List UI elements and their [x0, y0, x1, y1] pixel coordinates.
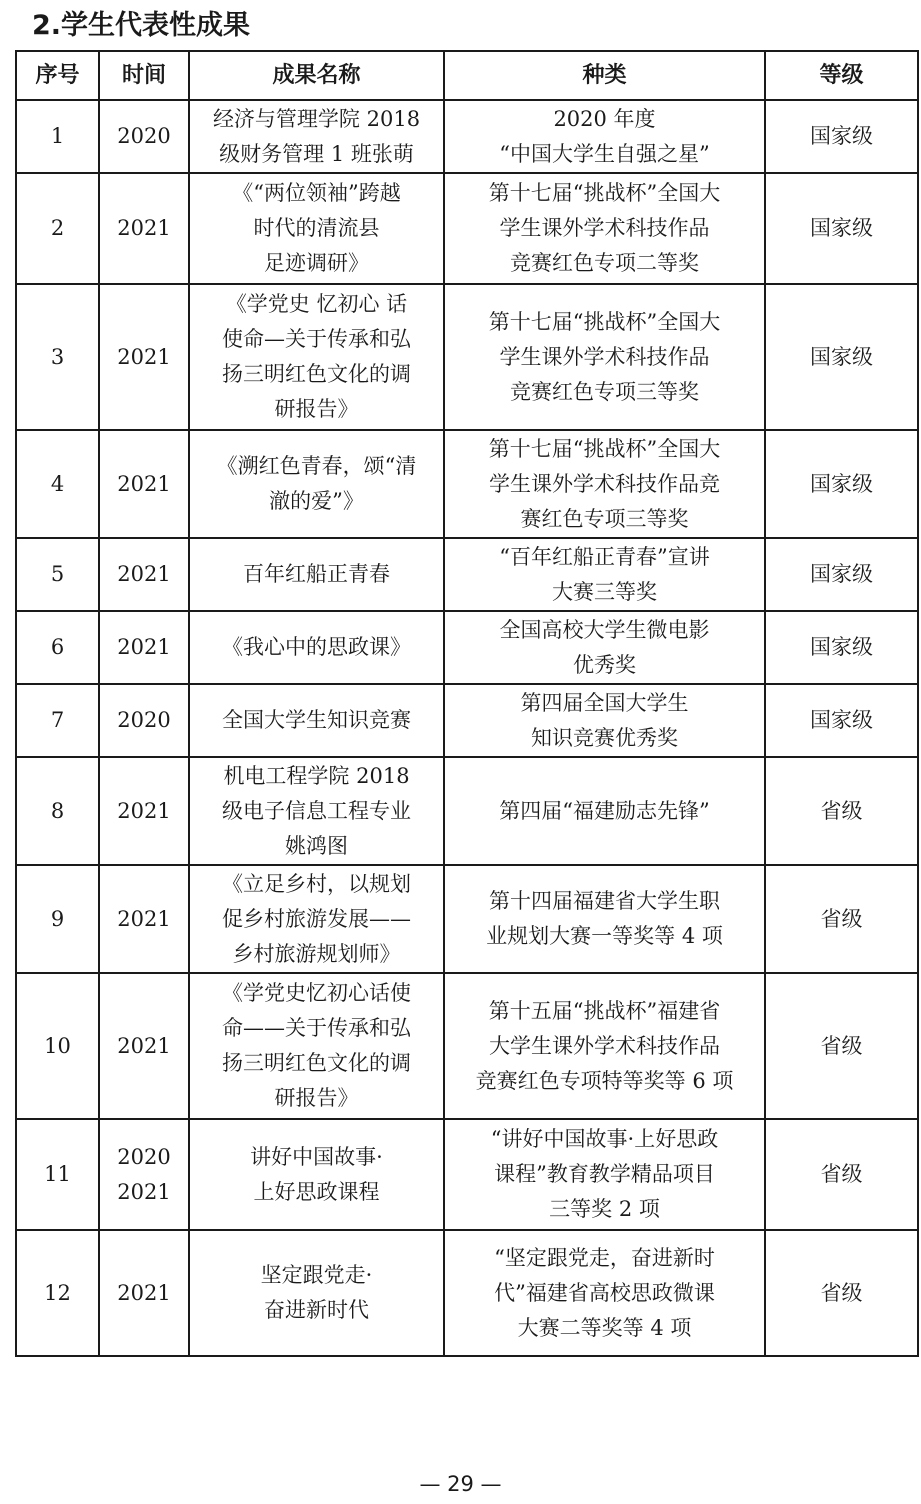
column-header-index: 序号 [16, 51, 99, 100]
cell-name [189, 538, 444, 611]
cell-time-line: 2021 [117, 471, 171, 496]
cell-type-line: 代”福建省高校思政微课 [494, 1280, 715, 1305]
cell-level: 国家级 [765, 611, 918, 684]
section-heading: 2.学生代表性成果 [32, 10, 251, 41]
cell-name-line: 《学党史 忆初心 话 [225, 292, 408, 316]
cell-type-line: 第十七届“挑战杯”全国大 [488, 181, 721, 205]
cell-time [99, 611, 189, 684]
cell-time [99, 430, 189, 538]
cell-time-line: 2021 [117, 635, 171, 659]
cell-type [444, 173, 765, 284]
cell-name-line: 全国大学生知识竞赛 [222, 708, 411, 732]
cell-index: 10 [16, 973, 99, 1119]
cell-type-line: 全国高校大学生微电影 [499, 617, 710, 642]
cell-type-line: 大赛三等奖 [552, 579, 657, 604]
table-row [16, 1119, 918, 1230]
cell-level: 国家级 [765, 430, 918, 538]
cell-time-line: 2021 [117, 344, 171, 369]
cell-name-line: 机电工程学院 2018 [223, 763, 410, 788]
cell-index: 1 [16, 100, 99, 173]
cell-name-line: 姚鸿图 [285, 833, 348, 858]
column-header-type: 种类 [444, 51, 765, 100]
cell-index: 7 [16, 684, 99, 757]
cell-type [444, 100, 765, 173]
cell-level: 省级 [765, 973, 918, 1119]
cell-name-line: 《学党史忆初心话使 [222, 981, 411, 1005]
cell-level: 国家级 [765, 284, 918, 430]
cell-level: 省级 [765, 1230, 918, 1356]
cell-time-line: 2021 [117, 216, 171, 240]
cell-type-line: 学生课外学术科技作品竞 [489, 471, 720, 496]
cell-level: 省级 [765, 757, 918, 865]
cell-name [189, 1230, 444, 1356]
cell-time-line: 2021 [117, 562, 171, 586]
cell-type-line: 优秀奖 [573, 652, 636, 677]
cell-name-line: 澈的爱”》 [269, 489, 364, 513]
cell-name [189, 684, 444, 757]
cell-type [444, 1119, 765, 1230]
cell-type [444, 757, 765, 865]
cell-time-line: 2021 [117, 1033, 171, 1058]
cell-name-line: 研报告》 [274, 397, 359, 421]
cell-name [189, 173, 444, 284]
column-header-level: 等级 [765, 51, 918, 100]
cell-type-line: “坚定跟党走，奋进新时 [494, 1245, 715, 1270]
cell-name-line: 经济与管理学院 2018 [212, 106, 421, 131]
cell-type-line: 2020 年度 [553, 106, 656, 131]
cell-level: 国家级 [765, 100, 918, 173]
cell-name-line: 级电子信息工程专业 [222, 798, 411, 823]
cell-name-line: 坚定跟党走· [260, 1263, 373, 1287]
cell-name-line: 百年红船正青春 [243, 562, 390, 586]
cell-name-line: 《我心中的思政课》 [222, 635, 411, 659]
cell-type-line: 第十七届“挑战杯”全国大 [488, 436, 721, 461]
cell-name [189, 757, 444, 865]
table-row [16, 538, 918, 611]
table-row [16, 865, 918, 973]
cell-time-line: 2021 [117, 1179, 171, 1204]
cell-type-line: 第十七届“挑战杯”全国大 [488, 309, 721, 334]
cell-type-line: 业规划大赛一等奖等 4 项 [486, 924, 723, 948]
cell-index: 6 [16, 611, 99, 684]
cell-name [189, 284, 444, 430]
cell-type-line: 学生课外学术科技作品 [499, 216, 710, 240]
cell-type [444, 684, 765, 757]
cell-index: 2 [16, 173, 99, 284]
cell-index: 4 [16, 430, 99, 538]
column-header-time: 时间 [99, 51, 189, 100]
cell-name [189, 1119, 444, 1230]
cell-name-line: 时代的清流县 [253, 216, 380, 240]
cell-type [444, 284, 765, 430]
cell-time [99, 1230, 189, 1356]
cell-type-line: 大赛二等奖等 4 项 [517, 1315, 692, 1340]
cell-time-line: 2021 [117, 906, 171, 931]
page-number: — 29 — [419, 1472, 502, 1496]
cell-name-line: 《溯红色青春，颂“清 [216, 454, 417, 478]
cell-name-line: 《“两位领袖”跨越 [232, 181, 401, 205]
table-row [16, 611, 918, 684]
cell-type-line: 第十五届“挑战杯”福建省 [488, 998, 721, 1023]
cell-type-line: 竞赛红色专项二等奖 [510, 251, 699, 275]
cell-type-line: 三等奖 2 项 [549, 1197, 660, 1221]
cell-name-line: 使命—关于传承和弘 [222, 327, 411, 351]
cell-type-line: 第十四届福建省大学生职 [489, 889, 720, 913]
cell-name [189, 430, 444, 538]
cell-time [99, 1119, 189, 1230]
cell-type-line: “讲好中国故事·上好思政 [490, 1127, 719, 1151]
cell-level: 省级 [765, 1119, 918, 1230]
cell-level: 国家级 [765, 684, 918, 757]
table-row [16, 173, 918, 284]
cell-name-line: 《立足乡村，以规划 [222, 871, 411, 896]
cell-name-line: 上好思政课程 [253, 1179, 380, 1204]
cell-index: 11 [16, 1119, 99, 1230]
cell-name-line: 促乡村旅游发展—— [222, 906, 411, 931]
cell-time-line: 2020 [117, 124, 171, 148]
table-row [16, 1230, 918, 1356]
cell-type-line: 第四届“福建励志先锋” [499, 798, 710, 823]
achievements-table [15, 50, 919, 1357]
cell-type-line: 课程”教育教学精品项目 [494, 1162, 715, 1186]
cell-name-line: 扬三明红色文化的调 [222, 362, 411, 386]
cell-index: 12 [16, 1230, 99, 1356]
cell-type [444, 430, 765, 538]
cell-time-line: 2020 [117, 1144, 171, 1169]
cell-time [99, 284, 189, 430]
cell-type-line: 竞赛红色专项三等奖 [510, 379, 699, 404]
cell-name [189, 100, 444, 173]
cell-time [99, 538, 189, 611]
cell-type-line: 第四届全国大学生 [520, 690, 689, 715]
cell-type [444, 538, 765, 611]
cell-name-line: 足迹调研》 [264, 251, 369, 275]
cell-type-line: “百年红船正青春”宣讲 [499, 544, 710, 569]
cell-name-line: 讲好中国故事· [250, 1144, 383, 1169]
table-row [16, 100, 918, 173]
table-row [16, 757, 918, 865]
cell-time [99, 865, 189, 973]
cell-name-line: 扬三明红色文化的调 [222, 1051, 411, 1075]
cell-level: 省级 [765, 865, 918, 973]
cell-time [99, 973, 189, 1119]
table-row [16, 284, 918, 430]
cell-index: 9 [16, 865, 99, 973]
cell-name [189, 973, 444, 1119]
cell-time-line: 2021 [117, 1280, 171, 1305]
cell-time [99, 173, 189, 284]
table-header-row [16, 51, 918, 100]
cell-type-line: 学生课外学术科技作品 [499, 344, 710, 369]
cell-name-line: 研报告》 [274, 1086, 359, 1110]
cell-index: 3 [16, 284, 99, 430]
cell-name [189, 865, 444, 973]
cell-type-line: “中国大学生自强之星” [499, 141, 710, 166]
cell-level: 国家级 [765, 173, 918, 284]
cell-index: 5 [16, 538, 99, 611]
cell-time [99, 684, 189, 757]
cell-type-line: 竞赛红色专项特等奖等 6 项 [475, 1068, 734, 1093]
cell-type [444, 1230, 765, 1356]
cell-time [99, 100, 189, 173]
cell-index: 8 [16, 757, 99, 865]
cell-time-line: 2020 [117, 708, 171, 732]
cell-name-line: 奋进新时代 [264, 1298, 369, 1322]
table-row [16, 430, 918, 538]
cell-type [444, 611, 765, 684]
table-row [16, 973, 918, 1119]
cell-type-line: 大学生课外学术科技作品 [489, 1033, 720, 1058]
cell-name-line: 级财务管理 1 班张萌 [219, 141, 414, 166]
cell-type-line: 赛红色专项三等奖 [520, 506, 689, 531]
cell-type-line: 知识竞赛优秀奖 [531, 725, 678, 750]
cell-time [99, 757, 189, 865]
cell-type [444, 865, 765, 973]
cell-name-line: 乡村旅游规划师》 [232, 941, 401, 966]
column-header-name: 成果名称 [189, 51, 444, 100]
cell-name-line: 命——关于传承和弘 [222, 1016, 411, 1040]
cell-time-line: 2021 [117, 798, 171, 823]
cell-level: 国家级 [765, 538, 918, 611]
cell-type [444, 973, 765, 1119]
table-row [16, 684, 918, 757]
cell-name [189, 611, 444, 684]
